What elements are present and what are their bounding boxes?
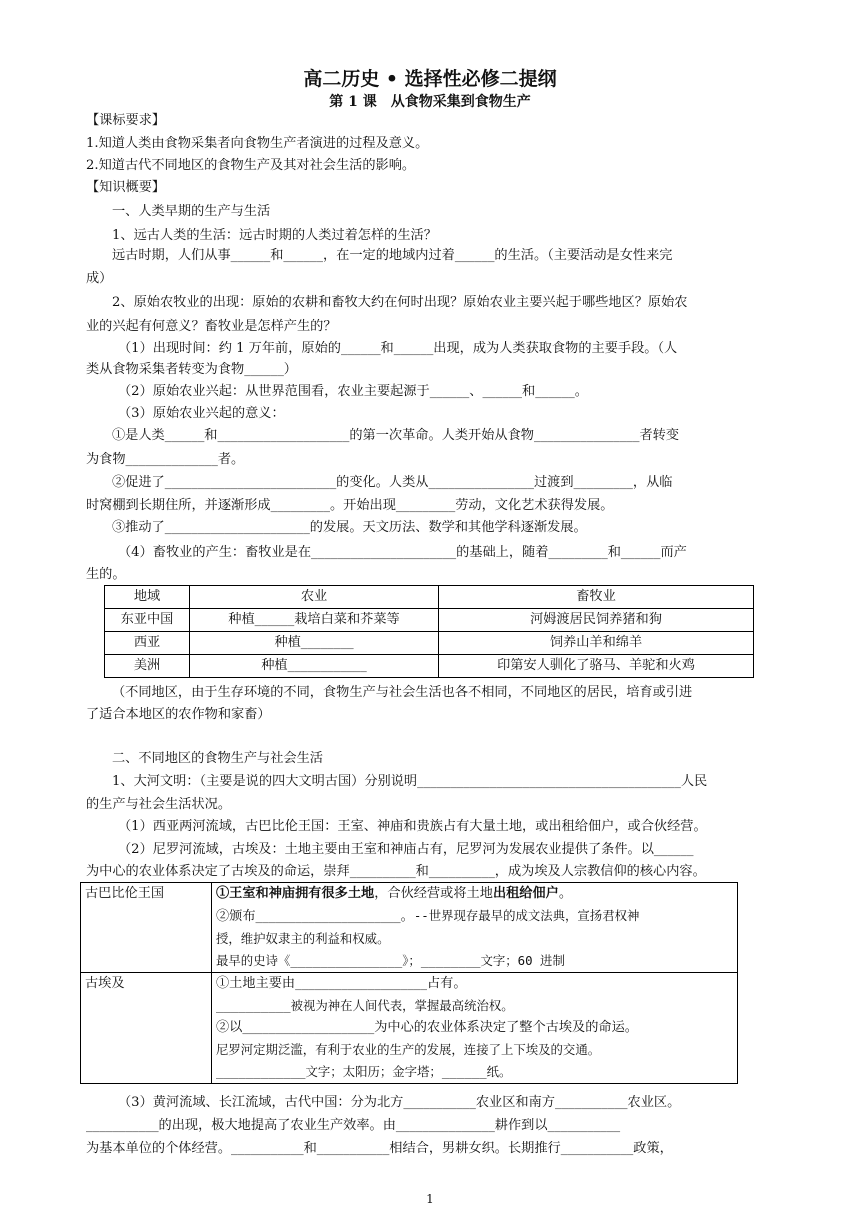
table-cell: 西亚: [105, 632, 190, 655]
text-line: （2）尼罗河流域，古埃及：土地主要由王室和神庙占有，尼罗河为发展农业提供了条件。以______: [118, 842, 694, 857]
text-line: （不同地区，由于生存环境的不同，食物生产与社会生活也各不相同，不同地区的居民，培育或引进: [112, 685, 693, 700]
text-line: （3）原始农业兴起的意义：: [118, 406, 285, 421]
table-header-cell: 畜牧业: [439, 586, 754, 609]
cell-line: ____________文字；太阳历；金字塔；______纸。: [216, 1064, 512, 1079]
section-heading: 【课标要求】: [86, 113, 166, 128]
cell-line: ②以____________________为中心的农业体系决定了整个古埃及的命运。: [216, 1020, 638, 1035]
table-header-cell: 地域: [105, 586, 190, 609]
text-line: 1.知道人类由食物采集者向食物生产者演进的过程及意义。: [86, 136, 429, 151]
text-line: 1、大河文明：（主要是说的四大文明古国）分别说明________________________________________人民: [112, 774, 708, 789]
text-line: 成）: [86, 271, 113, 286]
table-cell: 印第安人驯化了骆马、羊驼和火鸡: [439, 655, 754, 678]
text-line: ③推动了______________________的发展。天文历法、数学和其他学科逐渐发展。: [112, 520, 587, 535]
table-cell: 河姆渡居民饲养猪和狗: [439, 609, 754, 632]
text-line: （4）畜牧业的产生：畜牧业是在______________________的基础上，随着_________和______而产: [118, 545, 687, 560]
text-line: 为基本单位的个体经营。___________和___________相结合，男耕女织。长期推行___________政策，: [86, 1141, 673, 1156]
table-cell-label: 古埃及: [81, 973, 212, 1084]
page-number: 1: [426, 1192, 434, 1206]
bold-text: ①王室和神庙拥有很多土地: [216, 886, 375, 901]
table-cell: 种植____________: [190, 655, 439, 678]
text: ，合伙经营或将土地: [374, 886, 493, 901]
table-header-row: [105, 586, 754, 609]
text-line: （1）出现时间：约 1 万年前，原始的______和______出现，成为人类获取食物的主要手段。（人: [118, 341, 678, 356]
table-row: [81, 973, 738, 1084]
table-cell-label: 古巴比伦王国: [81, 883, 212, 973]
cell-line: 授，维护奴隶主的利益和权威。: [216, 931, 390, 946]
section-heading: 二、不同地区的食物生产与社会生活: [112, 751, 323, 766]
text-line: （1）西亚两河流域，古巴比伦王国：王室、神庙和贵族占有大量土地，或出租给佃户，或合伙经营。: [118, 819, 707, 834]
table-cell: [212, 973, 738, 1084]
table-cell: 美洲: [105, 655, 190, 678]
text-line: 2.知道古代不同地区的食物生产及其对社会生活的影响。: [86, 158, 416, 173]
cell-line: __________被视为神在人间代表，掌握最高统治权。: [216, 998, 514, 1013]
text-line: 了适合本地区的农作物和家畜）: [86, 707, 271, 722]
text-line: 生的。: [86, 567, 126, 582]
table-header-cell: 农业: [190, 586, 439, 609]
text-line: 为食物______________者。: [86, 452, 245, 467]
table-row: [81, 883, 738, 973]
text: --世界现存最早的成文法典，宣扬君权神: [413, 908, 640, 923]
text-line: ②促进了__________________________的变化。人类从________________过渡到_________，从临: [112, 475, 673, 490]
page-title: 高二历史 • 选择性必修二提纲: [303, 68, 557, 90]
cell-line: [216, 885, 733, 903]
text-line: 的生产与社会生活状况。: [86, 797, 232, 812]
text-line: 2、原始农牧业的出现：原始的农耕和畜牧大约在何时出现？原始农业主要兴起于哪些地区？原始农: [112, 295, 688, 310]
text-line: 一、人类早期的生产与生活: [112, 204, 271, 219]
lesson-title: 第 1 课 从食物采集到食物生产: [329, 94, 531, 110]
cell-line: 最早的史诗《_______________》；________文字；60 进制: [216, 953, 565, 968]
cell-line: 尼罗河定期泛滥，有利于农业的生产的发展，连接了上下埃及的交通。: [216, 1042, 601, 1057]
text-line: （3）黄河流域、长江流域，古代中国：分为北方___________农业区和南方___________农业区。: [118, 1095, 681, 1110]
table-row: [105, 609, 754, 632]
text-line: 远古时期，人们从事______和______，在一定的地域内过着______的生活。（主要活动是女性来完: [112, 248, 673, 263]
table-cell: 种植______栽培白菜和芥菜等: [190, 609, 439, 632]
table-cell: 种植________: [190, 632, 439, 655]
text-line: 业的兴起有何意义？畜牧业是怎样产生的？: [86, 319, 337, 334]
table-row: [105, 655, 754, 678]
table-row: [105, 632, 754, 655]
table-cell: [212, 883, 738, 973]
text-line: 时窝棚到长期住所，并逐渐形成_________。开始出现_________劳动，文化艺术获得发展。: [86, 498, 614, 513]
table-cell: 饲养山羊和绵羊: [439, 632, 754, 655]
text-line: ___________的出现，极大地提高了农业生产效率。由_______________耕作到以___________: [86, 1118, 621, 1133]
section-heading: 【知识概要】: [86, 180, 166, 195]
text: ②颁布______________________。: [216, 909, 414, 924]
civilization-table: [80, 882, 738, 1084]
cell-line: [216, 907, 733, 926]
food-production-table: [104, 585, 754, 678]
text: 。: [558, 886, 573, 901]
text-line: （2）原始农业兴起：从世界范围看，农业主要起源于______、______和______。: [118, 384, 588, 399]
text-line: 为中心的农业体系决定了古埃及的命运，崇拜__________和__________，成为埃及人宗教信仰的核心内容。: [86, 864, 706, 879]
text-line: ①是人类______和____________________的第一次革命。人类开始从食物________________者转变: [112, 428, 680, 443]
cell-line: ①土地主要由____________________占有。: [216, 976, 467, 991]
text-line: 类从食物采集者转变为食物______）: [86, 362, 297, 377]
table-cell: 东亚中国: [105, 609, 190, 632]
bold-text: 出租给佃户: [492, 886, 559, 901]
text-line: 1、远古人类的生活：远古时期的人类过着怎样的生活？: [112, 228, 437, 243]
